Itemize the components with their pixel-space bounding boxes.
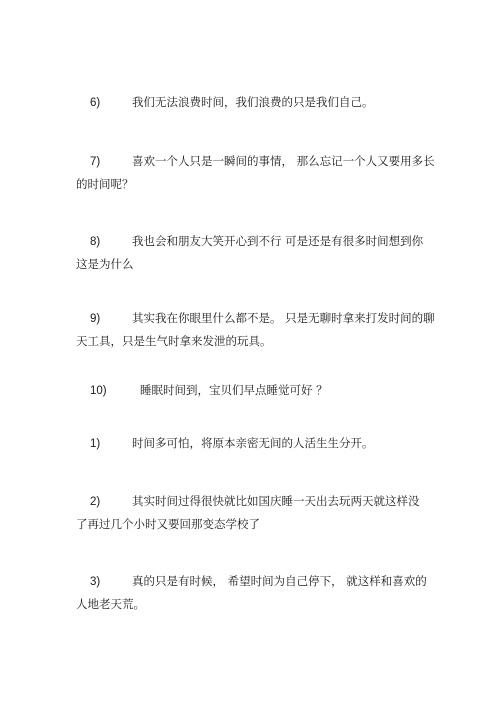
list-item-10	[76, 379, 416, 402]
item-number: 9)	[90, 313, 101, 325]
item-number: 2)	[90, 496, 101, 508]
list-item-9	[76, 307, 435, 352]
list-item-6	[76, 91, 416, 114]
item-text-continuation: 天工具，只是生气时拿来发泄的玩具。	[76, 334, 272, 348]
item-number: 1)	[90, 438, 101, 450]
list-item-first-line	[76, 230, 424, 253]
list-item-first-line	[76, 91, 416, 114]
item-text: 我也会和朋友大笑开心到不行 可是还是有很多时间想到你	[132, 234, 424, 248]
item-text: 真的只是有时候， 希望时间为自己停下， 就这样和喜欢的	[132, 574, 427, 588]
list-item-first-line	[76, 379, 416, 402]
item-text-continuation: 人地老天荒。	[76, 597, 145, 611]
item-text-continuation: 了再过几个小时又要回那变态学校了	[76, 517, 260, 531]
list-item-1	[76, 432, 416, 455]
list-item-first-line	[76, 150, 435, 173]
list-item-first-line	[76, 570, 427, 593]
item-text: 其实时间过得很快就比如国庆睡一天出去玩两天就这样没	[132, 494, 420, 508]
list-item-first-line	[76, 307, 435, 330]
item-text-continuation: 的时间呢？	[76, 177, 134, 191]
item-text: 睡眠时间到，宝贝们早点睡觉可好 ？	[140, 383, 328, 397]
list-item-8	[76, 230, 424, 275]
item-number: 7)	[90, 156, 101, 168]
list-item-first-line	[76, 432, 416, 455]
item-text: 我们无法浪费时间，我们浪费的只是我们自己。	[132, 95, 374, 109]
list-item-first-line	[76, 490, 420, 513]
item-number: 6)	[90, 97, 101, 109]
item-text: 其实我在你眼里什么都不是。 只是无聊时拿来打发时间的聊	[132, 311, 435, 325]
item-number: 8)	[90, 236, 101, 248]
item-text: 时间多可怕，将原本亲密无间的人活生生分开。	[132, 436, 374, 450]
list-item-7	[76, 150, 435, 195]
list-item-2	[76, 490, 420, 535]
item-text-continuation: 这是为什么	[76, 257, 134, 271]
item-number: 10)	[90, 385, 107, 397]
item-number: 3)	[90, 576, 101, 588]
item-text: 喜欢一个人只是一瞬间的事情， 那么忘记一个人又要用多长	[132, 154, 435, 168]
list-item-3	[76, 570, 427, 615]
